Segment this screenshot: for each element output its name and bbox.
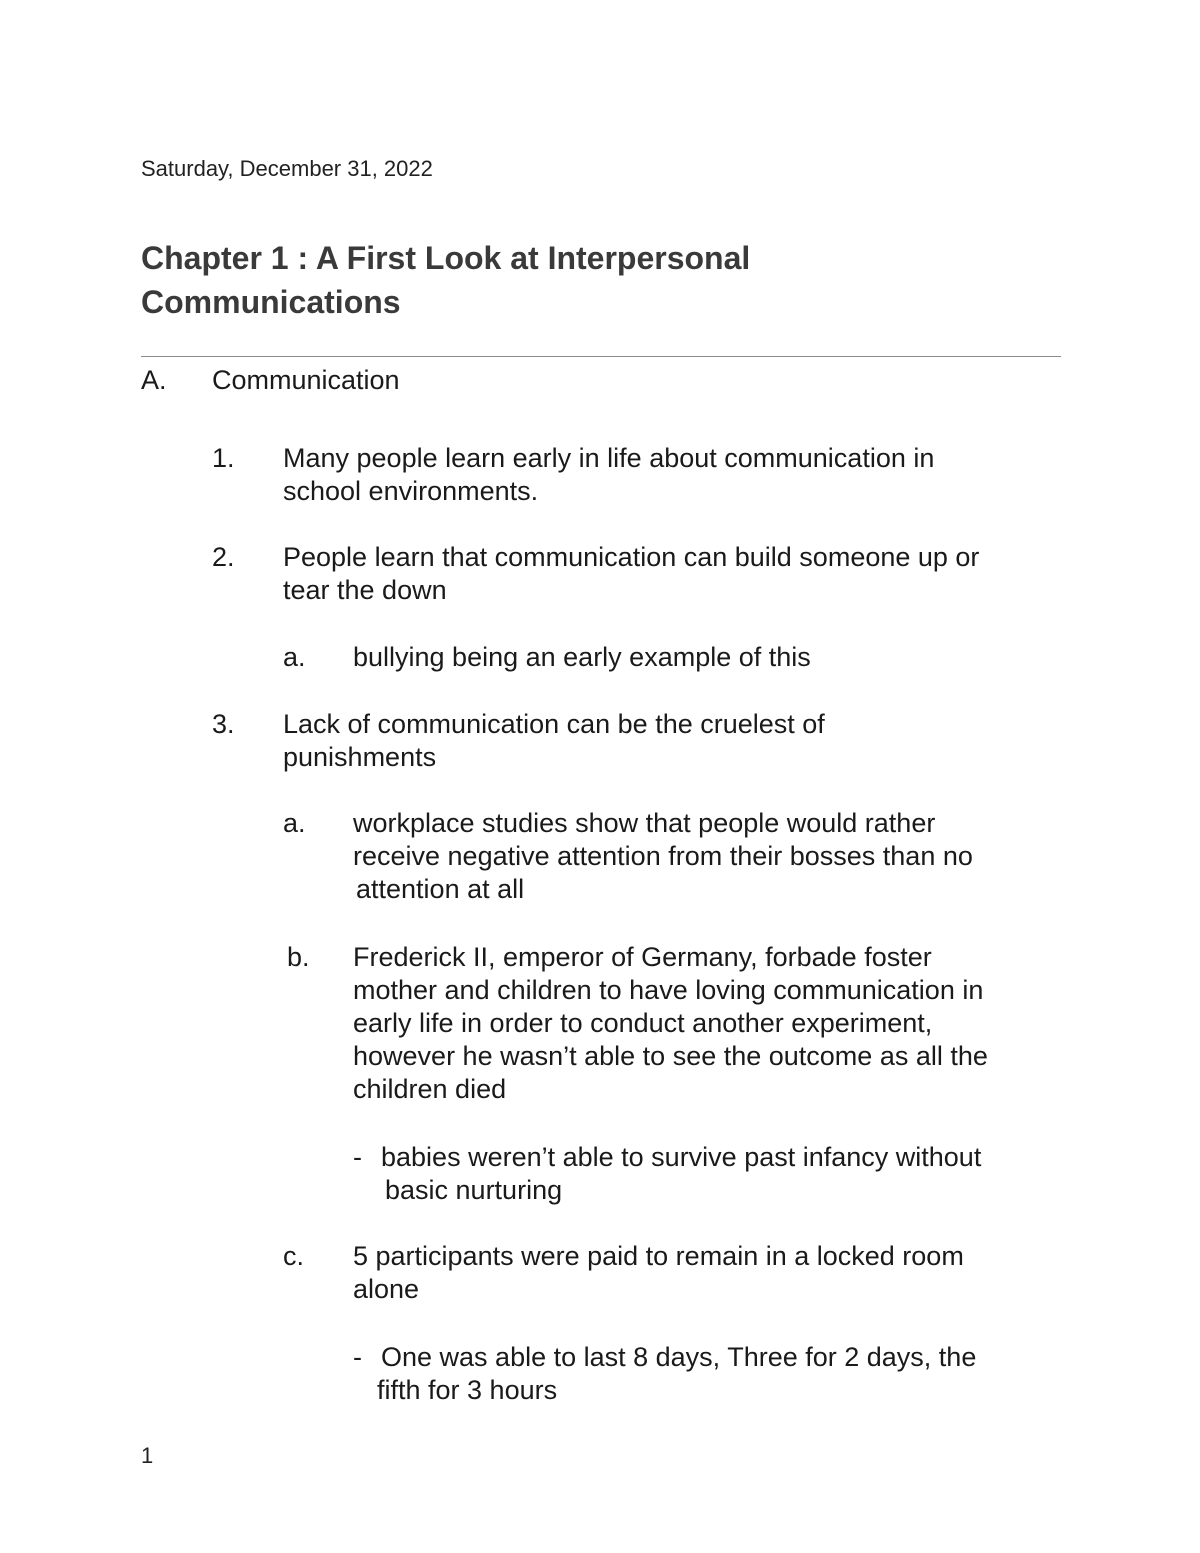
item-3b-marker: b. — [287, 942, 310, 972]
item-3c-dash-line-1: One was able to last 8 days, Three for 2 days, the — [381, 1342, 977, 1372]
item-2-line-1: People learn that communication can build someone up or — [283, 542, 980, 572]
item-3a-text — [353, 807, 973, 906]
chapter-title-line-1: Chapter 1 : A First Look at Interpersonal — [141, 240, 751, 276]
item-3-text — [283, 708, 825, 774]
title-divider — [141, 356, 1061, 357]
item-3a-marker: a. — [283, 808, 306, 838]
section-a-marker: A. — [141, 365, 167, 395]
item-3b-dash-line-2: basic nurturing — [385, 1175, 563, 1205]
item-1-marker: 1. — [212, 443, 235, 473]
item-3b-dash-line-1: babies weren’t able to survive past infancy without — [381, 1142, 982, 1172]
item-2a-text — [353, 641, 811, 674]
item-3b-line-3: early life in order to conduct another experiment, — [353, 1008, 933, 1038]
item-3b-line-4: however he wasn’t able to see the outcome as all the — [353, 1041, 988, 1071]
item-3b-text — [353, 941, 988, 1106]
page-date: Saturday, December 31, 2022 — [141, 156, 433, 181]
section-a-heading: Communication — [212, 365, 400, 395]
item-2-text — [283, 541, 979, 607]
item-3a-line-2: receive negative attention from their bosses than no — [353, 841, 973, 871]
item-3c-line-1: 5 participants were paid to remain in a locked room — [353, 1241, 964, 1271]
item-3c-dash-line-2: fifth for 3 hours — [377, 1375, 558, 1405]
chapter-title — [141, 236, 1041, 324]
item-2-marker: 2. — [212, 542, 235, 572]
item-3-line-1: Lack of communication can be the cruelest of — [283, 709, 825, 739]
item-3a-line-1: workplace studies show that people would rather — [353, 808, 936, 838]
item-3c-dash-text — [377, 1341, 977, 1407]
item-3c-marker: c. — [283, 1241, 305, 1271]
item-3-marker: 3. — [212, 709, 235, 739]
item-3c-dash-marker: - — [353, 1342, 362, 1372]
item-2a-line-1: bullying being an early example of this — [353, 642, 811, 672]
item-1-text — [283, 442, 934, 508]
item-3b-line-1: Frederick II, emperor of Germany, forbade foster — [353, 942, 932, 972]
page-number: 1 — [141, 1443, 154, 1468]
item-3b-line-2: mother and children to have loving communication in — [353, 975, 984, 1005]
item-3a-line-3: attention at all — [356, 874, 525, 904]
item-2-line-2: tear the down — [283, 575, 447, 605]
item-2a-marker: a. — [283, 642, 306, 672]
item-3c-line-2: alone — [353, 1274, 420, 1304]
item-3b-dash-marker: - — [353, 1142, 362, 1172]
item-3-line-2: punishments — [283, 742, 437, 772]
item-3b-line-5: children died — [353, 1074, 507, 1104]
item-3b-dash-text — [381, 1141, 981, 1207]
item-1-line-1: Many people learn early in life about communication in — [283, 443, 935, 473]
item-3c-text — [353, 1240, 964, 1306]
item-1-line-2: school environments. — [283, 476, 539, 506]
chapter-title-line-2: Communications — [141, 284, 401, 320]
